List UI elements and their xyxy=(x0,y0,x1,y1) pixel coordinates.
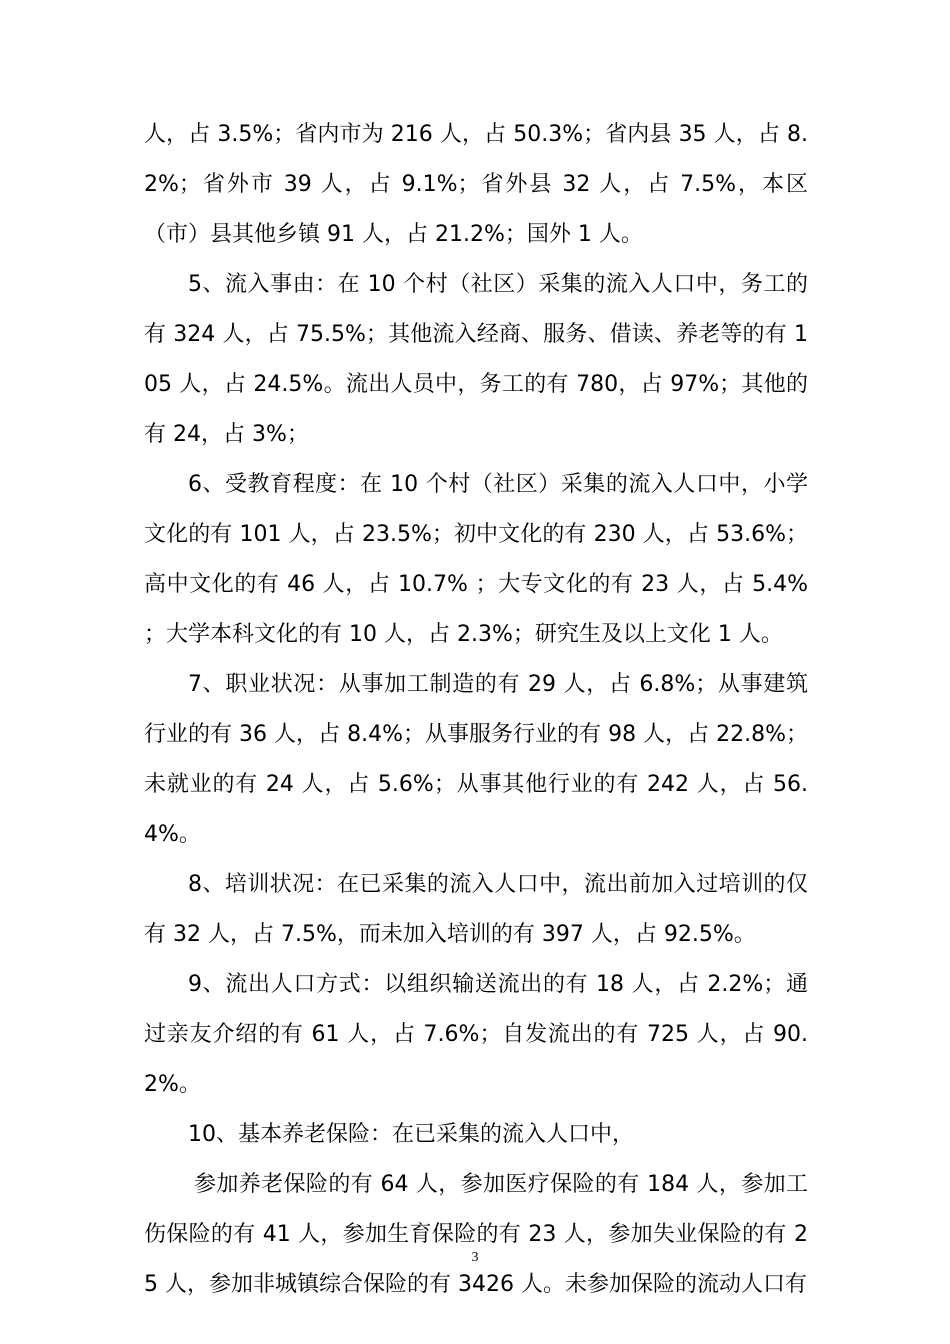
paragraph-insurance-details: 参加养老保险的有 64 人，参加医疗保险的有 184 人，参加工伤保险的有 41 人，参加生育保险的有 23 人，参加失业保险的有 25 人，参加非城镇综合保险的有 3426 人。未参加保险的流动人口有 xyxy=(144,1172,808,1297)
body-text xyxy=(144,110,808,1310)
page-number: 3 xyxy=(471,1250,479,1265)
paragraph-training-status: 8、培训状况：在已采集的流入人口中，流出前加入过培训的仅有 32 人，占 7.5%，而未加入培训的有 397 人，占 92.5%。 xyxy=(144,872,808,947)
paragraph-inflow-reason: 5、流入事由：在 10 个村（社区）采集的流入人口中，务工的有 324 人，占 75.5%；其他流入经商、服务、借读、养老等的有 105 人，占 24.5%。流出人员中，务工的有 780，占 97%；其他的有 24，占 3%； xyxy=(144,272,808,447)
paragraph-continuation: 人，占 3.5%；省内市为 216 人，占 50.3%；省内县 35 人，占 8.2%；省外市 39 人，占 9.1%；省外县 32 人，占 7.5%，本区（市）县其他乡镇 91 人，占 21.2%；国外 1 人。 xyxy=(144,122,808,247)
paragraph-occupation-status: 7、职业状况：从事加工制造的有 29 人，占 6.8%；从事建筑行业的有 36 人，占 8.4%；从事服务行业的有 98 人，占 22.8%；未就业的有 24 人，占 5.6%；从事其他行业的有 242 人，占 56.4%。 xyxy=(144,672,808,847)
paragraph-outflow-method: 9、流出人口方式：以组织输送流出的有 18 人，占 2.2%；通过亲友介绍的有 61 人，占 7.6%；自发流出的有 725 人，占 90.2%。 xyxy=(144,972,808,1097)
paragraph-pension-insurance: 10、基本养老保险：在已采集的流入人口中， xyxy=(188,1122,634,1147)
paragraph-education-level: 6、受教育程度：在 10 个村（社区）采集的流入人口中，小学文化的有 101 人，占 23.5%；初中文化的有 230 人，占 53.6%；高中文化的有 46 人，占 10.7% ；大专文化的有 23 人，占 5.4% ；大学本科文化的有 10 人，占 2.3%；研究生及以上文化 1 人。 xyxy=(144,472,808,647)
